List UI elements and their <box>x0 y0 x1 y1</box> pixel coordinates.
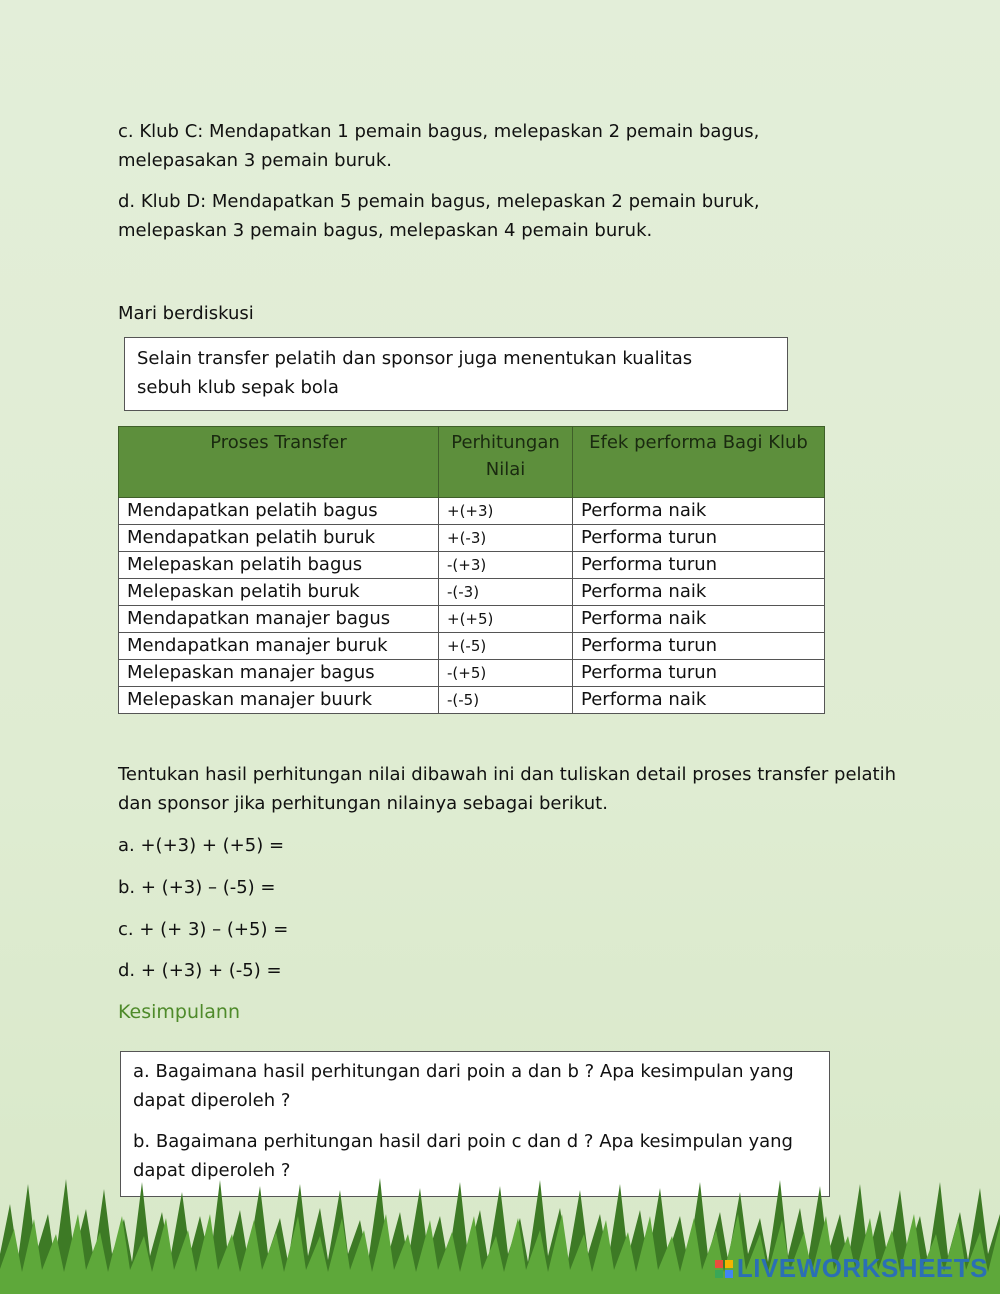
cell-proses: Mendapatkan manajer bagus <box>119 606 439 633</box>
item-c-text: c. Klub C: Mendapatkan 1 pemain bagus, melepaskan 2 pemain bagus, melepasakan 3 pemain buruk. <box>118 121 760 171</box>
table-header-row <box>119 427 825 498</box>
task-item-c: c. + (+ 3) – (+5) = <box>118 919 289 940</box>
cell-proses: Mendapatkan pelatih buruk <box>119 525 439 552</box>
cell-efek: Performa naik <box>573 498 825 525</box>
conclusion-title: Kesimpulann <box>118 1001 240 1023</box>
cell-efek: Performa turun <box>573 633 825 660</box>
cell-proses: Mendapatkan pelatih bagus <box>119 498 439 525</box>
conclusion-question-b: b. Bagaimana perhitungan hasil dari poin c dan d ? Apa kesimpulan yang dapat diperoleh ? <box>133 1131 793 1181</box>
table-row <box>119 633 825 660</box>
cell-nilai: -(-5) <box>439 687 573 714</box>
cell-proses: Melepaskan pelatih bagus <box>119 552 439 579</box>
logo-mark-icon <box>715 1260 733 1278</box>
discussion-note-text: Selain transfer pelatih dan sponsor juga menentukan kualitas sebuh klub sepak bola <box>137 348 693 398</box>
cell-nilai: +(-5) <box>439 633 573 660</box>
cell-nilai: -(-3) <box>439 579 573 606</box>
conclusion-question-a: a. Bagaimana hasil perhitungan dari poin a dan b ? Apa kesimpulan yang dapat diperoleh ? <box>133 1061 794 1111</box>
cell-proses: Mendapatkan manajer buruk <box>119 633 439 660</box>
logo-square <box>725 1270 733 1278</box>
header-proses: Proses Transfer <box>119 427 439 498</box>
table-row <box>119 579 825 606</box>
item-d-text: d. Klub D: Mendapatkan 5 pemain bagus, melepaskan 2 pemain buruk, melepaskan 3 pemain bagus, melepaskan 4 pemain buruk. <box>118 191 760 241</box>
discussion-title: Mari berdiskusi <box>118 303 254 324</box>
cell-nilai: -(+5) <box>439 660 573 687</box>
task-item-b: b. + (+3) – (-5) = <box>118 877 276 898</box>
cell-nilai: +(-3) <box>439 525 573 552</box>
table-row <box>119 606 825 633</box>
cell-efek: Performa turun <box>573 660 825 687</box>
discussion-note-box <box>124 337 788 411</box>
cell-nilai: -(+3) <box>439 552 573 579</box>
logo-square <box>725 1260 733 1268</box>
task-item-d: d. + (+3) + (-5) = <box>118 960 282 981</box>
logo-square <box>715 1270 723 1278</box>
logo-text: LIVEWORKSHEETS <box>736 1253 988 1283</box>
cell-efek: Performa naik <box>573 579 825 606</box>
cell-nilai: +(+5) <box>439 606 573 633</box>
cell-efek: Performa turun <box>573 525 825 552</box>
table-row <box>119 498 825 525</box>
transfer-table <box>118 426 825 714</box>
header-efek: Efek performa Bagi Klub <box>573 427 825 498</box>
task-instruction: Tentukan hasil perhitungan nilai dibawah ini dan tuliskan detail proses transfer pelatih dan sponsor jika perhitungan nilainya sebagai berikut. <box>118 764 897 814</box>
cell-efek: Performa naik <box>573 687 825 714</box>
logo-square <box>715 1260 723 1268</box>
cell-proses: Melepaskan manajer buurk <box>119 687 439 714</box>
cell-nilai: +(+3) <box>439 498 573 525</box>
task-item-a: a. +(+3) + (+5) = <box>118 835 285 856</box>
liveworksheets-logo <box>715 1253 988 1284</box>
table-row <box>119 687 825 714</box>
cell-proses: Melepaskan pelatih buruk <box>119 579 439 606</box>
table-row <box>119 660 825 687</box>
cell-efek: Performa naik <box>573 606 825 633</box>
header-perhitungan: Perhitungan Nilai <box>439 427 573 498</box>
table-row <box>119 552 825 579</box>
cell-efek: Performa turun <box>573 552 825 579</box>
table-row <box>119 525 825 552</box>
cell-proses: Melepaskan manajer bagus <box>119 660 439 687</box>
